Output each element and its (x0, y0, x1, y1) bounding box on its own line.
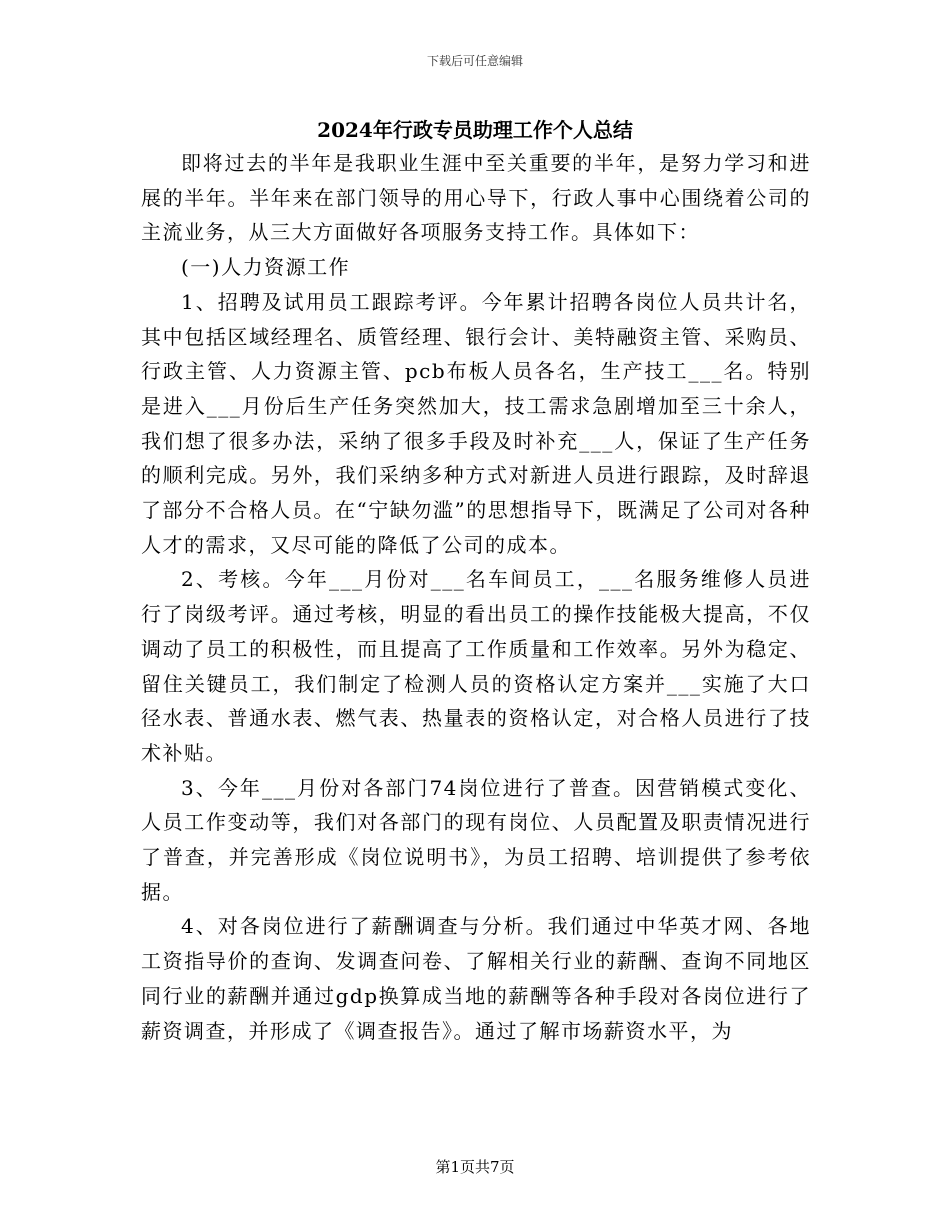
paragraph-assessment: 2、考核。今年___月份对___名车间员工，___名服务维修人员进行了岗级考评。通过考核，明显的看出员工的操作技能极大提高，不仅调动了员工的积极性，而且提高了工作质量和工作效率。另外为稳定、留住关键员工，我们制定了检测人员的资格认定方案并___实施了大口径水表、普通水表、燃气表、热量表的资格认定，对合格人员进行了技术补贴。 (141, 567, 811, 765)
section-heading-hr: (一)人力资源工作 (181, 255, 351, 280)
document-body (141, 146, 811, 1048)
paragraph-intro: 即将过去的半年是我职业生涯中至关重要的半年，是努力学习和进展的半年。半年来在部门领导的用心导下，行政人事中心围绕着公司的主流业务，从三大方面做好各项服务支持工作。具体如下： (141, 151, 811, 245)
paragraph-position-survey: 3、今年___月份对各部门74岗位进行了普查。因营销模式变化、人员工作变动等，我们对各部门的现有岗位、人员配置及职责情况进行了普查，并完善形成《岗位说明书》，为员工招聘、培训提供了参考依据。 (141, 775, 811, 904)
paragraph-recruitment: 1、招聘及试用员工跟踪考评。今年累计招聘各岗位人员共计名，其中包括区域经理名、质管经理、银行会计、美特融资主管、采购员、行政主管、人力资源主管、pcb布板人员各名，生产技工___名。特别是进入___月份后生产任务突然加大，技工需求急剧增加至三十余人，我们想了很多办法，采纳了很多手段及时补充___人，保证了生产任务的顺利完成。另外，我们采纳多种方式对新进人员进行跟踪，及时辞退了部分不合格人员。在“宁缺勿滥”的思想指导下，既满足了公司对各种人才的需求，又尽可能的降低了公司的成本。 (141, 289, 811, 557)
document-title: 2024年行政专员助理工作个人总结 (317, 118, 633, 142)
page-header-note: 下载后可任意编辑 (426, 54, 523, 68)
paragraph-salary-survey: 4、对各岗位进行了薪酬调查与分析。我们通过中华英才网、各地工资指导价的查询、发调查问卷、了解相关行业的薪酬、查询不同地区同行业的薪酬并通过gdp换算成当地的薪酬等各种手段对各岗位进行了薪资调查，并形成了《调查报告》。通过了解市场薪资水平，为 (141, 914, 811, 1043)
page-number-footer: 第1页共7页 (435, 1158, 515, 1176)
